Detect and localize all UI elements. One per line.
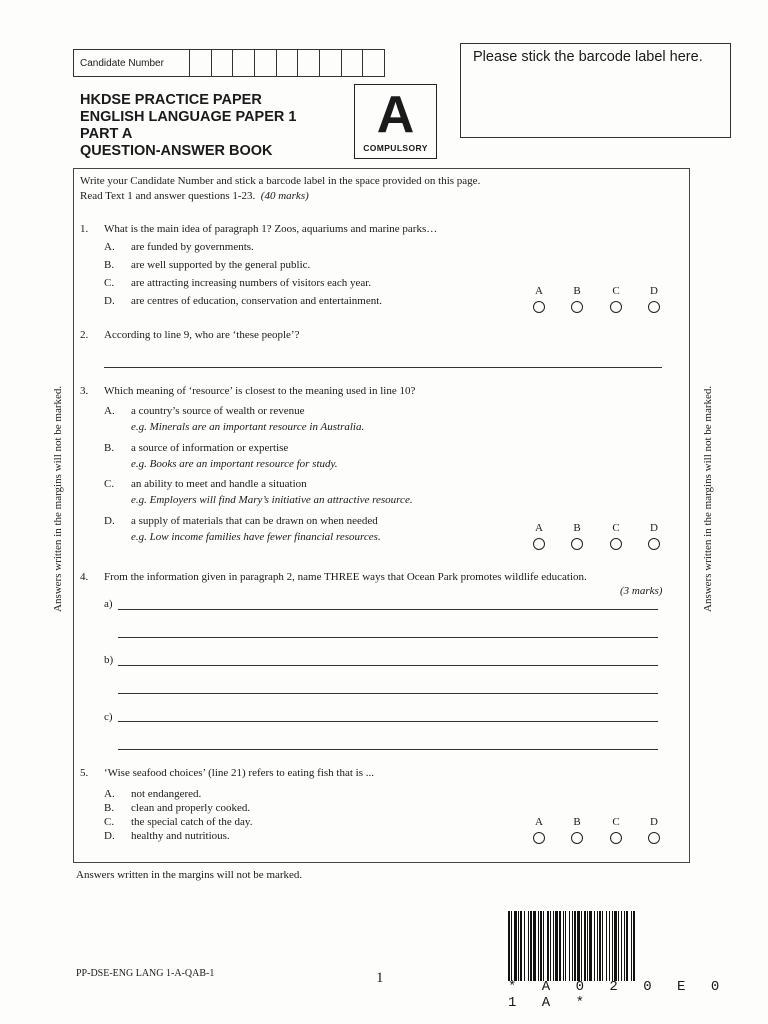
q1-bubble-d[interactable] — [648, 301, 660, 313]
candidate-digit-cell[interactable] — [363, 50, 384, 76]
instruction-text: Read Text 1 and answer questions 1-23. — [80, 190, 256, 202]
q3-option-text: a source of information or expertise — [131, 442, 289, 454]
q3-option-example: e.g. Minerals are an important resource in Australia. — [131, 421, 365, 433]
page-number: 1 — [376, 970, 384, 986]
barcode-label-area — [460, 43, 731, 138]
q3-bubble-b[interactable] — [571, 538, 583, 550]
q5-option-letter: A. — [104, 788, 115, 800]
bubble-label-b: B — [573, 285, 581, 297]
q5-option-text: healthy and nutritious. — [131, 830, 230, 842]
candidate-digit-cell[interactable] — [190, 50, 212, 76]
q2-text: According to line 9, who are ‘these people’? — [104, 329, 300, 341]
q5-text: ‘Wise seafood choices’ (line 21) refers to eating fish that is ... — [104, 767, 374, 779]
q3-option-letter: C. — [104, 478, 115, 490]
candidate-digit-cell[interactable] — [233, 50, 255, 76]
bubble-label-d: D — [650, 522, 658, 534]
q4-answer-line-c2[interactable] — [118, 749, 658, 750]
q5-option-letter: D. — [104, 830, 115, 842]
q1-bubble-b[interactable] — [571, 301, 583, 313]
q1-bubble-c[interactable] — [610, 301, 622, 313]
q5-option-text: clean and properly cooked. — [131, 802, 251, 814]
q4-answer-line-a2[interactable] — [118, 637, 658, 638]
q4-text: From the information given in paragraph 2, name THREE ways that Ocean Park promotes wildlife education. — [104, 571, 587, 583]
q1-bubble-a[interactable] — [533, 301, 545, 313]
paper-title-1: HKDSE PRACTICE PAPER — [80, 92, 262, 108]
instruction-line-1: Write your Candidate Number and stick a barcode label in the space provided on this page. — [80, 175, 481, 187]
paper-code: PP-DSE-ENG LANG 1-A-QAB-1 — [76, 968, 215, 979]
bubble-label-b: B — [573, 816, 581, 828]
instruction-line-2 — [80, 190, 309, 202]
q5-bubble-b[interactable] — [571, 832, 583, 844]
left-margin-note: Answers written in the margins will not be marked. — [52, 385, 64, 612]
q4-answer-line-c[interactable] — [118, 721, 658, 722]
paper-title-3: PART A — [80, 126, 133, 142]
q4-answer-line-b2[interactable] — [118, 693, 658, 694]
candidate-number-label: Candidate Number — [74, 50, 190, 76]
q3-option-letter: A. — [104, 405, 115, 417]
q1-option-letter: D. — [104, 295, 115, 307]
q1-option-letter: B. — [104, 259, 115, 271]
q1-option-letter: C. — [104, 277, 115, 289]
candidate-digit-cell[interactable] — [212, 50, 234, 76]
q2-number: 2. — [80, 329, 89, 341]
barcode-text: * A 0 2 0 E 0 1 A * — [508, 979, 728, 1011]
q5-bubble-d[interactable] — [648, 832, 660, 844]
candidate-digit-cell[interactable] — [277, 50, 299, 76]
q4-marks: (3 marks) — [620, 585, 663, 597]
q1-number: 1. — [80, 223, 89, 235]
candidate-digit-cell[interactable] — [320, 50, 342, 76]
part-status: COMPULSORY — [363, 143, 428, 153]
q5-number: 5. — [80, 767, 89, 779]
q5-option-letter: B. — [104, 802, 115, 814]
bubble-label-c: C — [612, 285, 620, 297]
q3-option-letter: D. — [104, 515, 115, 527]
paper-title-2: ENGLISH LANGUAGE PAPER 1 — [80, 109, 297, 125]
candidate-digit-cell[interactable] — [255, 50, 277, 76]
q3-number: 3. — [80, 385, 89, 397]
q5-option-text: the special catch of the day. — [131, 816, 253, 828]
bubble-label-a: A — [535, 816, 543, 828]
barcode-instruction: Please stick the barcode label here. — [473, 49, 703, 65]
bubble-label-a: A — [535, 285, 543, 297]
candidate-number-box[interactable] — [73, 49, 385, 77]
q3-text: Which meaning of ‘resource’ is closest to the meaning used in line 10? — [104, 385, 416, 397]
q1-option-letter: A. — [104, 241, 115, 253]
q3-bubble-c[interactable] — [610, 538, 622, 550]
bubble-label-d: D — [650, 285, 658, 297]
q3-option-letter: B. — [104, 442, 115, 454]
part-a-badge — [354, 84, 437, 159]
bubble-label-c: C — [612, 522, 620, 534]
q1-option-text: are centres of education, conservation and entertainment. — [131, 295, 383, 307]
q5-option-letter: C. — [104, 816, 115, 828]
q1-option-text: are funded by governments. — [131, 241, 254, 253]
bubble-label-b: B — [573, 522, 581, 534]
q1-option-text: are well supported by the general public. — [131, 259, 311, 271]
part-letter: A — [376, 86, 415, 144]
q5-bubble-a[interactable] — [533, 832, 545, 844]
q2-answer-line[interactable] — [104, 367, 662, 368]
q3-bubble-a[interactable] — [533, 538, 545, 550]
instruction-marks: (40 marks) — [260, 190, 309, 202]
candidate-digit-cell[interactable] — [298, 50, 320, 76]
q4-part-label-c: c) — [104, 711, 113, 723]
q1-option-text: are attracting increasing numbers of visitors each year. — [131, 277, 372, 289]
q4-number: 4. — [80, 571, 89, 583]
q1-text: What is the main idea of paragraph 1? Zoos, aquariums and marine parks… — [104, 223, 438, 235]
paper-title-4: QUESTION-ANSWER BOOK — [80, 143, 273, 159]
q3-bubble-d[interactable] — [648, 538, 660, 550]
candidate-digit-cell[interactable] — [342, 50, 364, 76]
q4-answer-line-a[interactable] — [118, 609, 658, 610]
bubble-label-d: D — [650, 816, 658, 828]
q3-option-text: an ability to meet and handle a situation — [131, 478, 307, 490]
bubble-label-a: A — [535, 522, 543, 534]
q3-option-example: e.g. Books are an important resource for study. — [131, 458, 338, 470]
q3-option-text: a supply of materials that can be drawn on when needed — [131, 515, 378, 527]
q4-answer-line-b[interactable] — [118, 665, 658, 666]
q5-bubble-c[interactable] — [610, 832, 622, 844]
q3-option-example: e.g. Low income families have fewer financial resources. — [131, 531, 381, 543]
right-margin-note: Answers written in the margins will not be marked. — [702, 385, 714, 612]
q4-part-label-b: b) — [104, 654, 114, 666]
q5-option-text: not endangered. — [131, 788, 202, 800]
q4-part-label-a: a) — [104, 598, 113, 610]
barcode-image — [508, 911, 730, 981]
bubble-label-c: C — [612, 816, 620, 828]
q3-option-example: e.g. Employers will find Mary’s initiative an attractive resource. — [131, 494, 413, 506]
barcode-stripe — [636, 911, 730, 981]
q3-option-text: a country’s source of wealth or revenue — [131, 405, 305, 417]
bottom-margin-note: Answers written in the margins will not be marked. — [76, 869, 303, 881]
